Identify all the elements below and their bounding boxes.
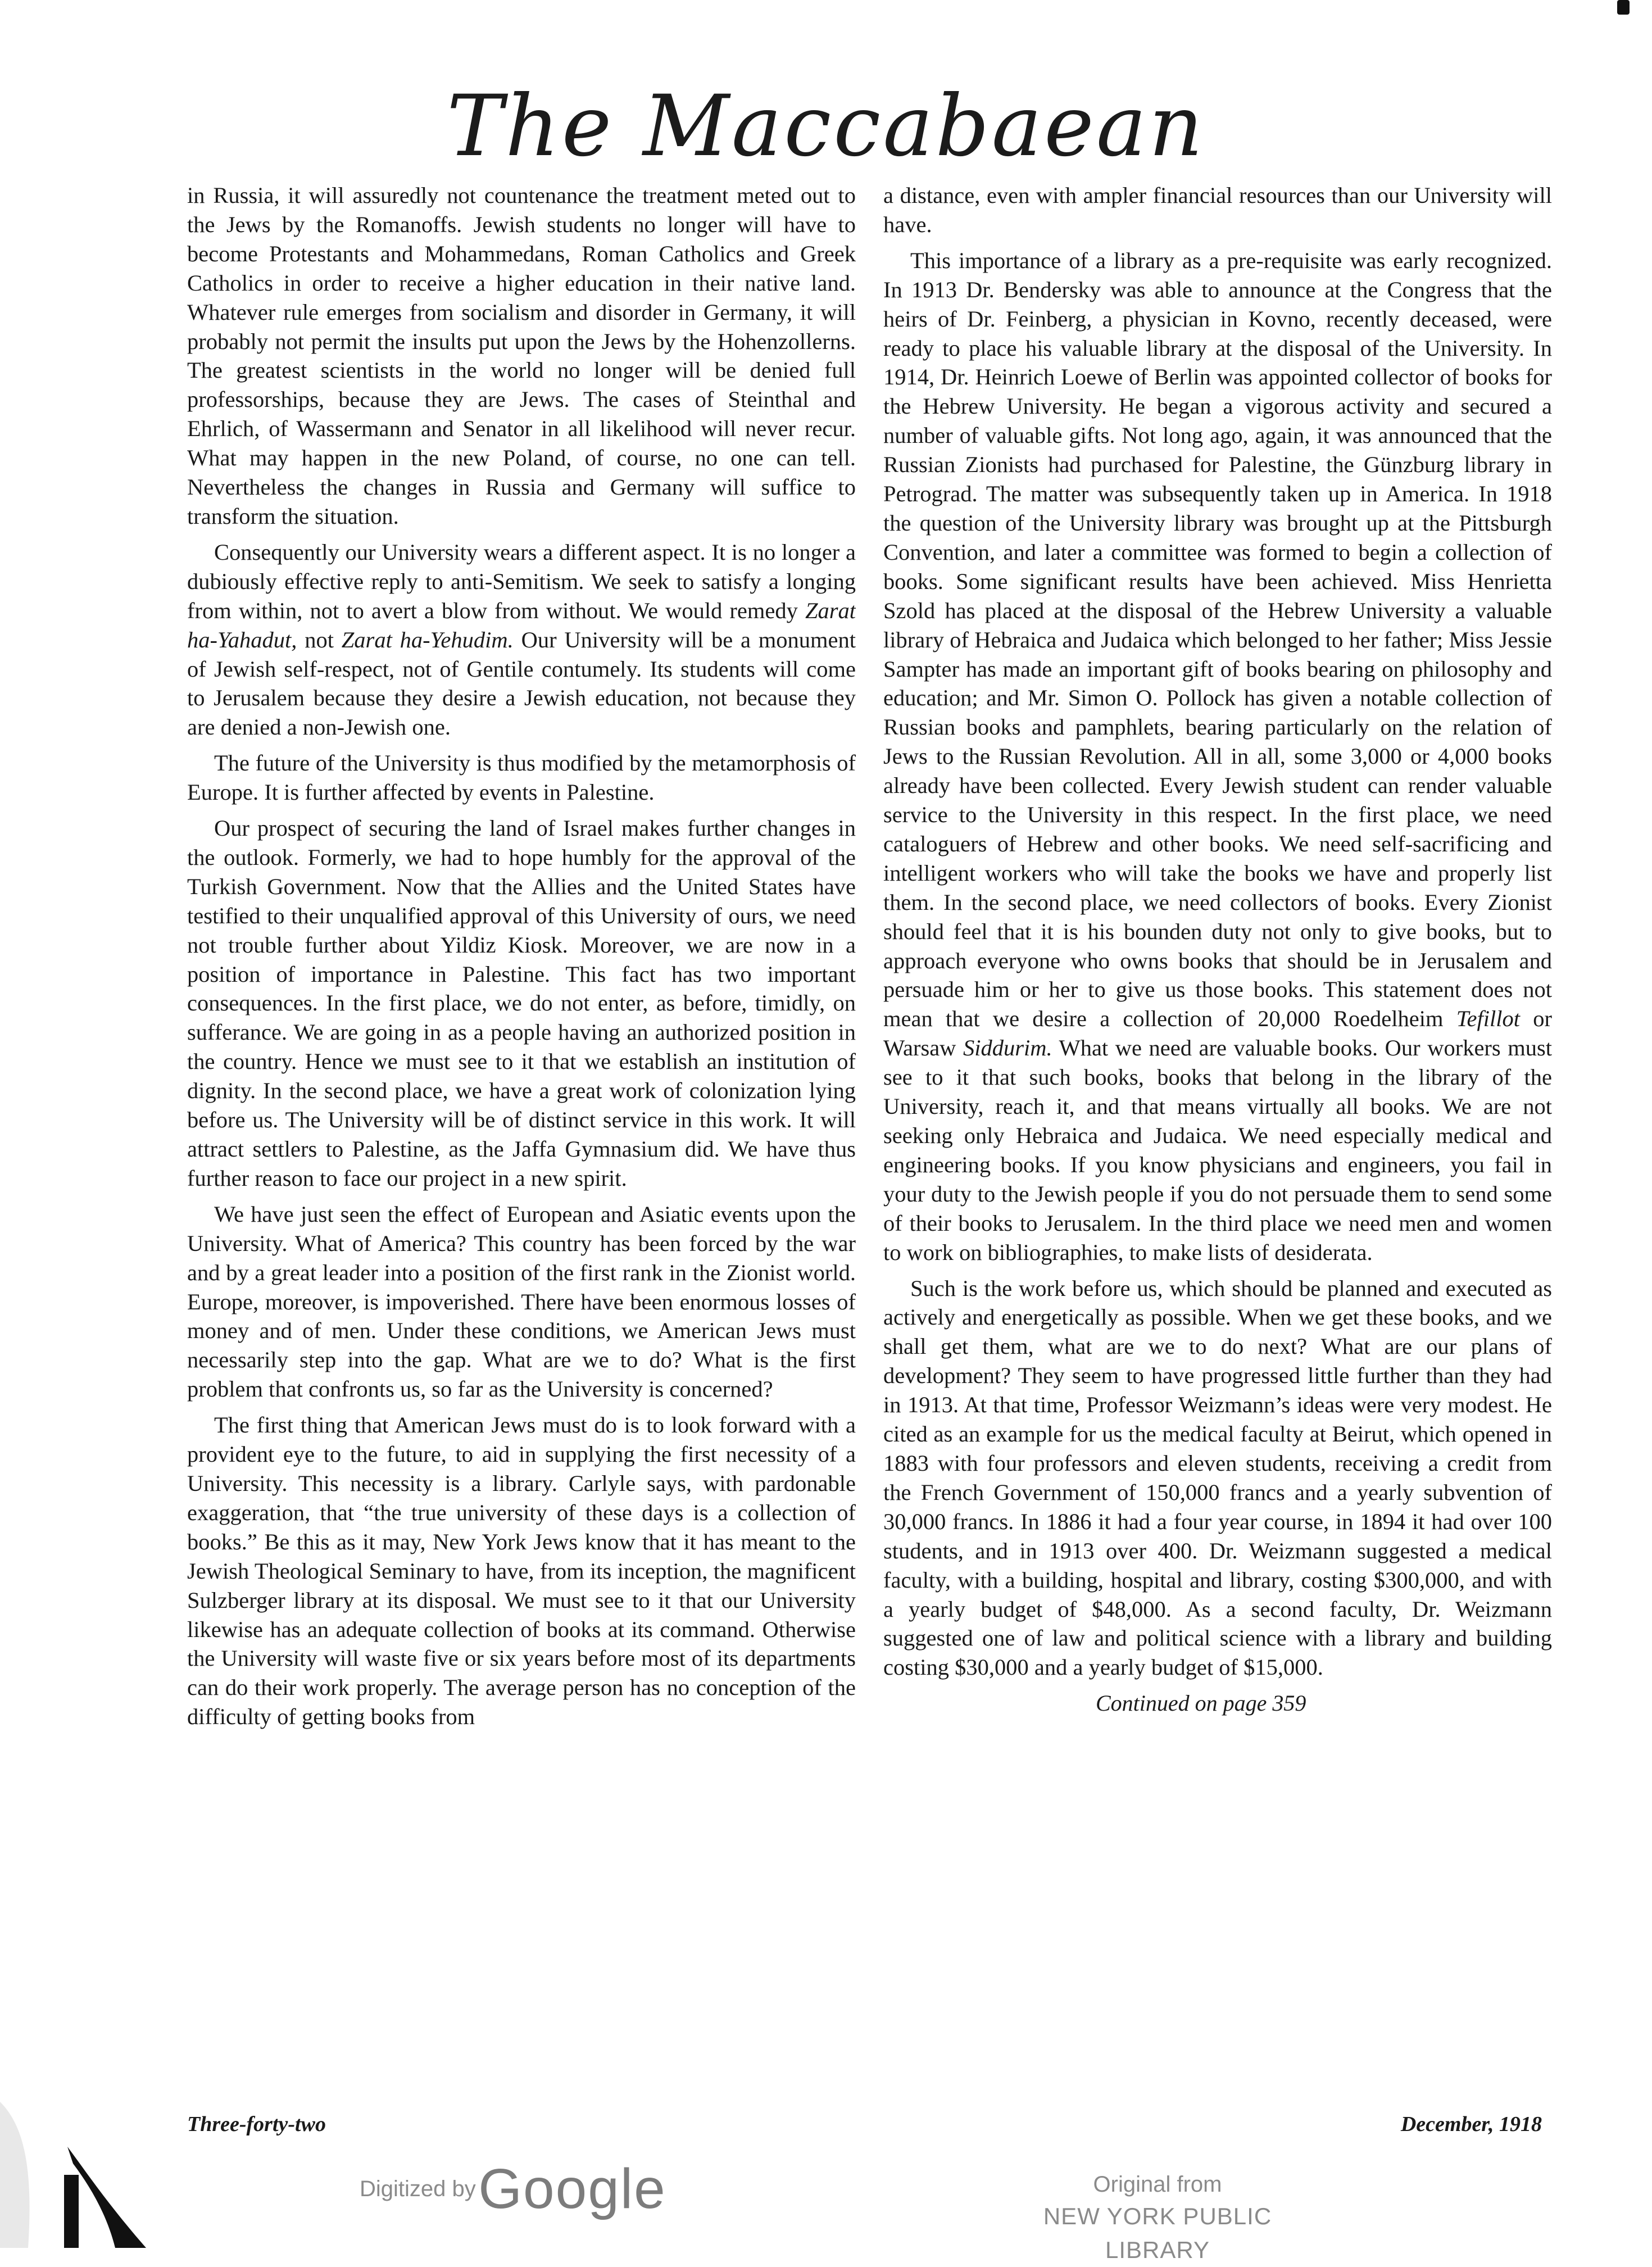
paragraph: Our prospect of securing the land of Israel makes further changes in the outlook. Formerly, we had to hope humbly for the approval of the Turkish Government. Now that the Allies and the United States have testified to their unqualified approval of this University of ours, we need not trouble further about Yildiz Kiosk. Moreover, we are now in a position of importance in Palestine. This fact has two important consequences. In the first place, we do not enter, as before, timidly, on sufferance. We are going in as a people having an authorized position in the country. Hence we must see to it that we establish an institution of dignity. In the second place, we have a great work of colonization lying before us. The University will be of distinct service in this work. It will attract settlers to Palestine, as the Jaffa Gymnasium did. We have thus further reason to face our project in a new spirit. [187,815,856,1191]
paragraph: a distance, even with ampler financial resources than our University will have. [883,183,1552,237]
original-from-watermark [989,2169,1326,2267]
original-from-label: Original from [1093,2172,1222,2197]
paragraph: We have just seen the effect of European and Asiatic events upon the University. What of America? This country has been forced by the war and by a great leader into a position of the first rank in the Zionist world. Europe, moreover, is impoverished. There have been enormous losses of money and of men. Under these conditions, we American Jews must necessarily step into the gap. What are we to do? What is the first problem that confronts us, so far as the University is concerned? [187,1201,856,1402]
left-text-column [187,181,856,2052]
paragraph: The first thing that American Jews must do is to look forward with a provident eye to the future, to aid in supplying the first necessity of a University. This necessity is a library. Carlyle says, with pardonable exaggeration, that “the true university of these days is a collection of books.” Be this as it may, New York Jews know that it has meant to the Jewish Theological Seminary to have, from its inception, the magnificent Sulzberger library at its disposal. We must see to it that our University likewise has an adequate collection of books at its command. Otherwise the University will waste five or six years before most of its departments can do their work properly. The average person has no conception of the difficulty of getting books from [187,1412,856,1730]
italic-term: Tefillot [1456,1006,1521,1032]
scan-corner-mark [1617,0,1630,15]
italic-term: Zarat ha-Yahadut, [187,597,856,652]
italic-term: Siddurim. [963,1035,1052,1061]
issue-date: December, 1918 [1400,2112,1542,2136]
page-number: Three-forty-two [187,2112,326,2136]
continued-note: Continued on page 359 [1096,1690,1306,1716]
right-text-column [883,181,1552,2052]
masthead-title: The Maccabaean [447,78,1205,175]
italic-term: Zarat ha-Yehudim. [341,627,514,652]
paragraph: The future of the University is thus modified by the metamorphosis of Europe. It is further affected by events in Palestine. [187,750,856,805]
digitized-by-label: Digitized by [360,2177,476,2201]
paragraph: This importance of a library as a pre-requisite was early recognized. In 1913 Dr. Bendersky was able to announce at the Congress that the heirs of Dr. Feinberg, a physician in Kovno, recently deceased, were ready to place his valuable library at the disposal of the University. In 1914, Dr. Heinrich Loewe of Berlin was appointed collector of books for the Hebrew University. He began a vigorous activity and secured a number of valuable gifts. Not long ago, again, it was announced that the Russian Zionists had purchased for Palestine, the Günzburg library in Petrograd. The matter was subsequently taken up in America. In 1918 the question of the University library was brought up at the Pittsburgh Convention, and later a committee was formed to begin a collection of books. Some significant results have been achieved. Miss Henrietta Szold has placed at the disposal of the Hebrew University a valuable library of Hebraica and Judaica which belonged to her father; Miss Jessie Sampter has made an important gift of books bearing on philosophy and education; and Mr. Simon O. Pollock has given a notable collection of Russian books and pamphlets, bearing particularly on the relation of Jews to the Russian Revolution. All in all, some 3,000 or 4,000 books already have been collected. Every Jewish student can render valuable service to the University in this respect. In the first place, we need cataloguers of Hebrew and other books. We need self-sacrificing and intelligent workers who will take the books we have and properly list them. In the second place, we need collectors of books. Every Zionist should feel that it is his bounden duty not only to give books, but to approach everyone who owns books that should be in Jerusalem and persuade him or her to give us those books. This statement does not mean that we desire a collection of 20,000 Roedelheim Tefillot or Warsaw Siddurim. What we need are valuable books. Our workers must see to it that such books, books that belong in the library of the University, reach it, and that means virtually all books. We are not seeking only Hebraica and Judaica. We need especially medical and engineering books. If you know physicians and engineers, you fail in your duty to the Jewish people if you do not persuade them to send some of their books to Jerusalem. In the third place we need men and women to work on bibliographies, to make lists of desiderata. [883,247,1552,1265]
library-name: NEW YORK PUBLIC LIBRARY [1043,2203,1272,2263]
paragraph: Such is the work before us, which should be planned and executed as actively and energetically as possible. When we get these books, and we shall get them, what are we to do next? What are our plans of development? They seem to have progressed little further than they had in 1913. At that time, Professor Weizmann’s ideas were very modest. He cited as an example for us the medical faculty at Beirut, which opened in 1883 with four professors and eleven students, receiving a credit from the French Government of 150,000 francs and a yearly subvention of 30,000 francs. In 1886 it had a four year course, in 1894 it had over 100 students, and in 1913 over 400. Dr. Weizmann suggested a medical faculty, with a building, hospital and library, costing $300,000, and with a yearly budget of $48,000. As a second faculty, Dr. Weizmann suggested one of law and political science with a library and building costing $30,000 and a yearly budget of $15,000. [883,1275,1552,1680]
paragraph: in Russia, it will assuredly not countenance the treatment meted out to the Jews by the Romanoffs. Jewish students no longer will have to become Protestants and Mohammedans, Roman Catholics and Greek Catholics in order to receive a higher education in their native land. Whatever rule emerges from socialism and disorder in Germany, it will probably not permit the insults put upon the Jews by the Hohenzollerns. The greatest scientists in the world no longer will be denied full professorships, because they are Jews. The cases of Steinthal and Ehrlich, of Wassermann and Senator in all likelihood will never recur. What may happen in the new Poland, of course, no one can tell. Nevertheless the changes in Russia and Germany will suffice to transform the situation. [187,183,856,529]
scan-edge-shadow [0,2079,180,2248]
paragraph: Consequently our University wears a different aspect. It is no longer a dubiously effective reply to anti-Semitism. We seek to satisfy a longing from within, not to avert a blow from without. We would remedy Zarat ha-Yahadut, not Zarat ha-Yehudim. Our University will be a monument of Jewish self-respect, not of Gentile contumely. Its students will come to Jerusalem because they desire a Jewish education, not because they are denied a non-Jewish one. [187,539,856,740]
digitized-by-watermark [360,2157,666,2219]
google-logo: Google [478,2157,666,2220]
